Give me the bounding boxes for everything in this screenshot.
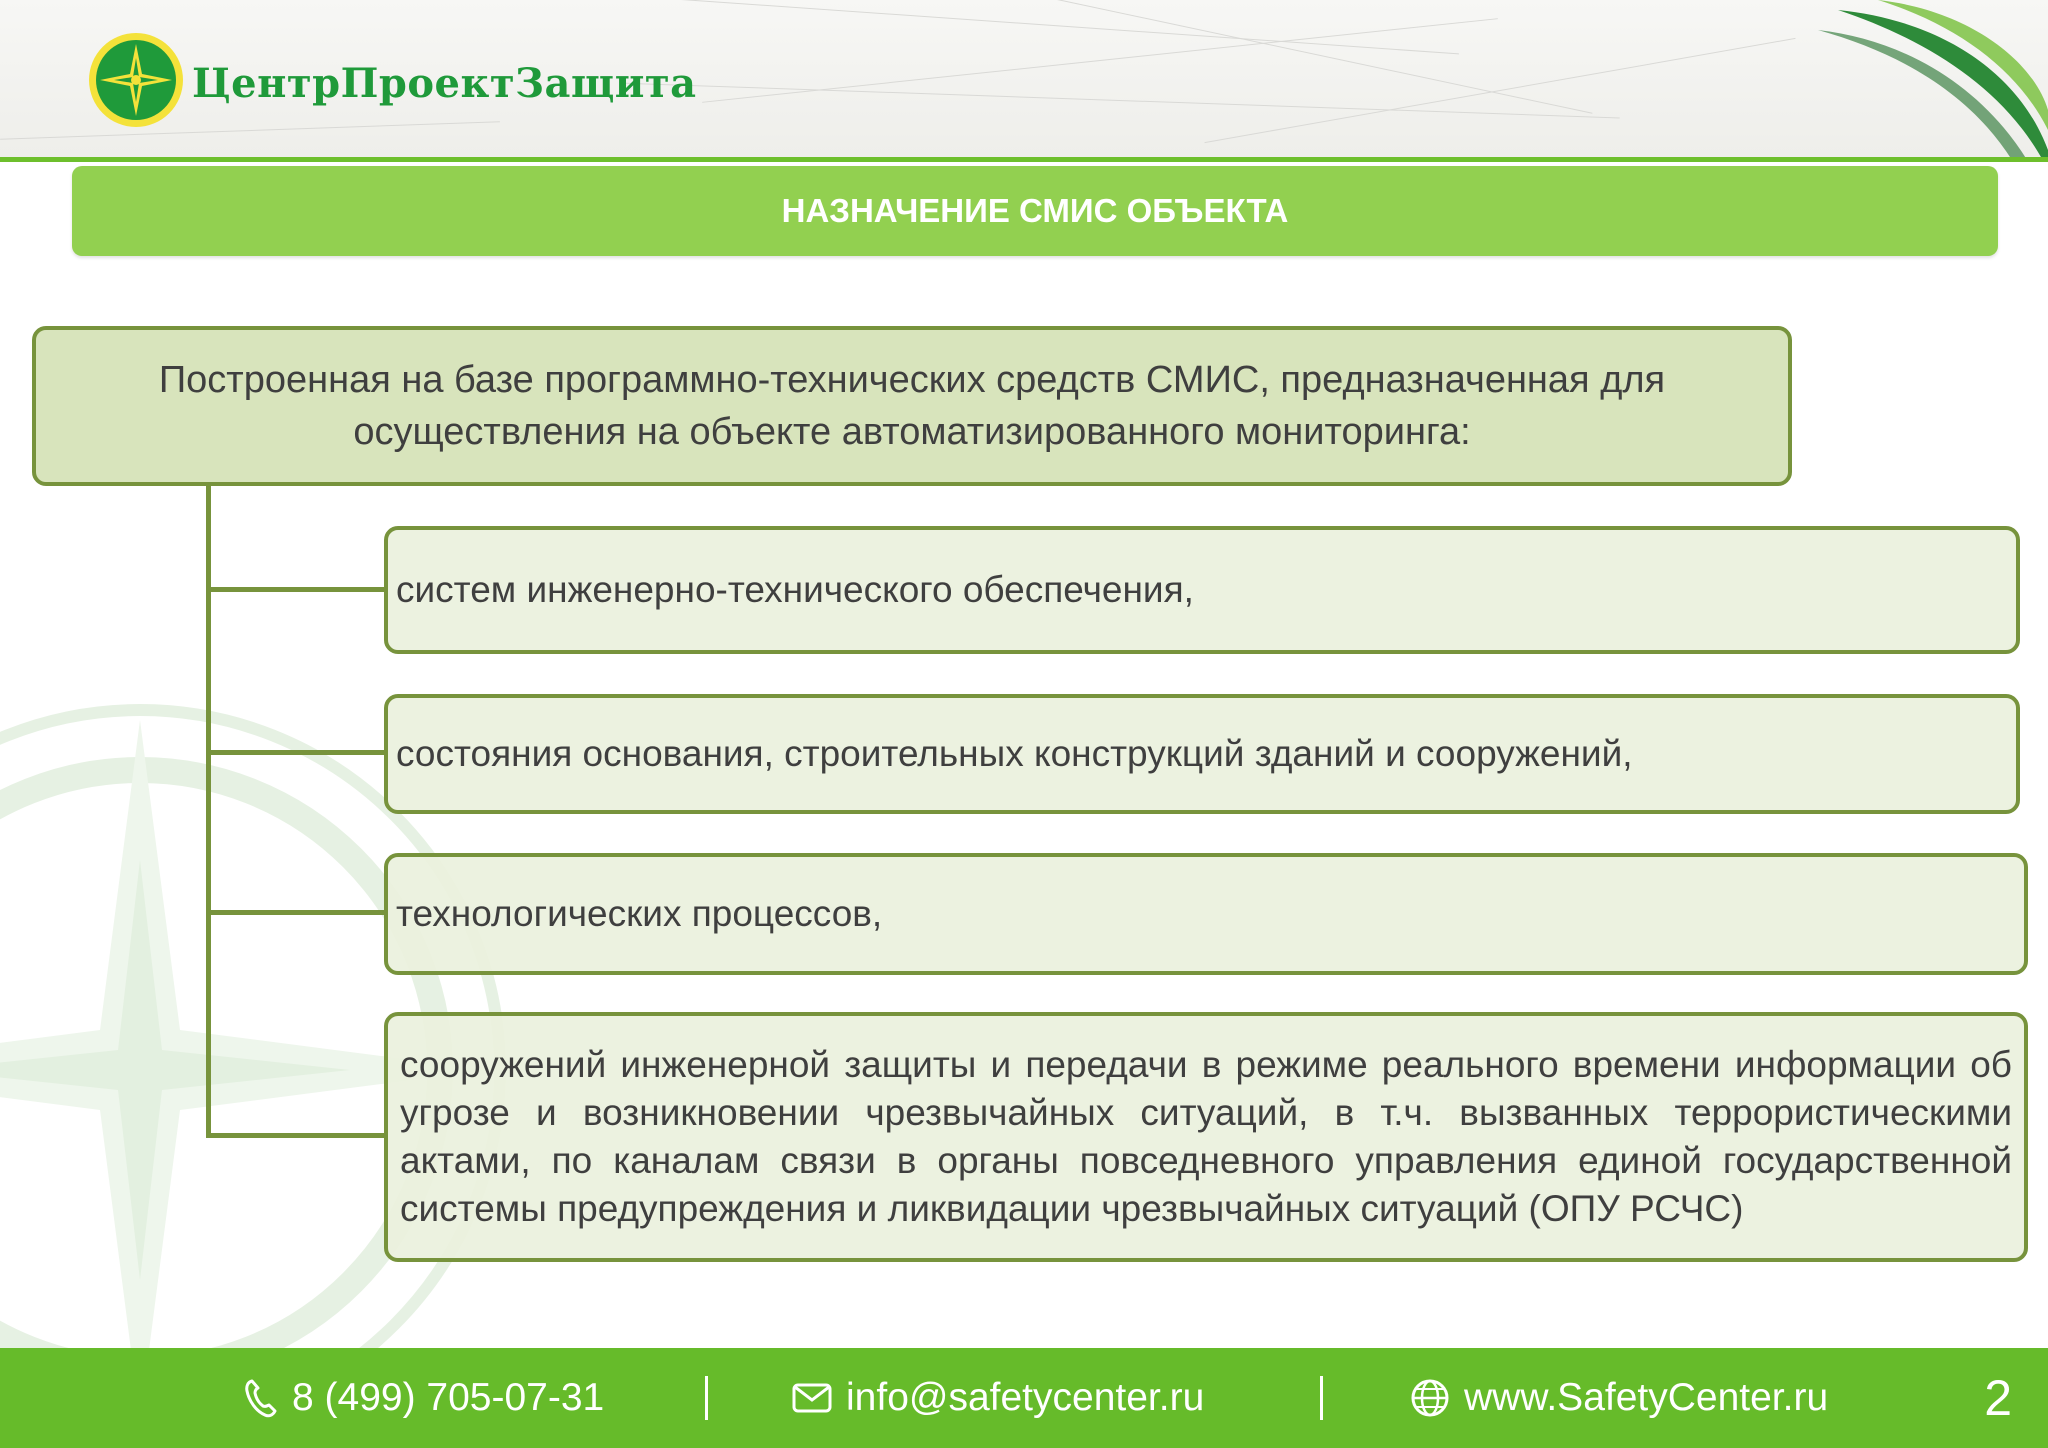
main-statement-text: Построенная на базе программно-технических средств СМИС, предназначенная для осуществления на объекте автоматизированного мониторинга: bbox=[158, 359, 1666, 453]
monitoring-item-1 bbox=[384, 526, 2020, 654]
footer-email[interactable] bbox=[792, 1348, 1204, 1448]
slide-title: НАЗНАЧЕНИЕ СМИС ОБЪЕКТА bbox=[781, 192, 1289, 229]
page-number: 2 bbox=[1984, 1370, 2012, 1426]
monitoring-item-text: состояния основания, строительных конструкций зданий и сооружений, bbox=[396, 733, 1633, 774]
tree-connector-vertical bbox=[206, 486, 211, 1138]
tree-connector-3 bbox=[206, 910, 386, 915]
main-statement-box bbox=[32, 326, 1792, 486]
tree-connector-4 bbox=[206, 1133, 386, 1138]
monitoring-item-text: систем инженерно-технического обеспечения, bbox=[396, 569, 1194, 610]
tree-connector-2 bbox=[206, 750, 386, 755]
company-logo-text: ЦентрПроектЗащита bbox=[192, 60, 697, 107]
monitoring-item-4 bbox=[384, 1012, 2028, 1262]
header-divider bbox=[0, 157, 2048, 162]
footer-website[interactable] bbox=[1410, 1348, 1828, 1448]
globe-icon bbox=[1410, 1378, 1450, 1418]
phone-icon bbox=[244, 1378, 278, 1418]
footer bbox=[0, 1348, 2048, 1448]
tree-connector-1 bbox=[206, 587, 386, 592]
phone-number: 8 (499) 705-07-31 bbox=[292, 1376, 605, 1419]
monitoring-item-text: технологических процессов, bbox=[396, 893, 883, 934]
footer-separator bbox=[1320, 1376, 1323, 1420]
footer-phone[interactable] bbox=[244, 1348, 604, 1448]
envelope-icon bbox=[792, 1383, 832, 1413]
monitoring-item-3 bbox=[384, 853, 2028, 975]
website-url: www.SafetyCenter.ru bbox=[1464, 1376, 1829, 1419]
swoosh-decoration bbox=[1818, 0, 2048, 160]
title-bar bbox=[72, 166, 1998, 256]
monitoring-item-text: сооружений инженерной защиты и передачи в режиме реального времени информации об угрозе и возникновении чрезвычайных ситуаций, в т.ч. вызванных террористическими актами, по каналам связи в органы повседневного управления единой государственной системы предупреждения и ликвидации чрезвычайных ситуаций (ОПУ РСЧС) bbox=[400, 1044, 2012, 1229]
header bbox=[0, 0, 2048, 160]
monitoring-item-2 bbox=[384, 694, 2020, 814]
compass-logo-icon bbox=[86, 30, 186, 130]
email-address: info@safetycenter.ru bbox=[846, 1376, 1205, 1419]
footer-separator bbox=[705, 1376, 708, 1420]
